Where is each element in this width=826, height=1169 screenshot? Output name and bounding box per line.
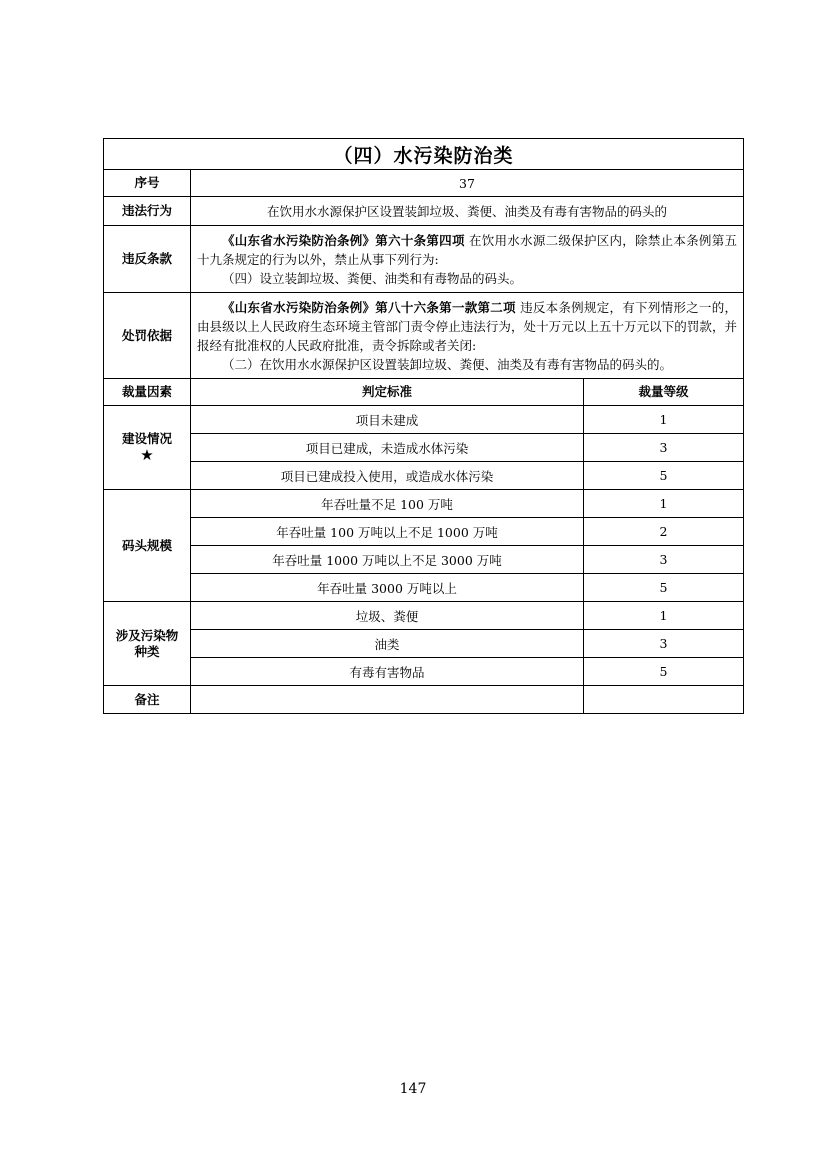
level-cell: 2 [584, 518, 744, 546]
factor-wharf-scale: 码头规模 [104, 490, 191, 602]
standard-cell: 垃圾、粪便 [191, 602, 584, 630]
standard-cell: 项目已建成，未造成水体污染 [191, 434, 584, 462]
page-number: 147 [399, 1081, 427, 1097]
level-cell: 5 [584, 658, 744, 686]
discretion-table [103, 138, 744, 714]
serial-label: 序号 [104, 170, 191, 197]
standard-cell: 项目已建成投入使用，或造成水体污染 [191, 462, 584, 490]
level-cell: 1 [584, 490, 744, 518]
violated-clause-item: （四）设立装卸垃圾、粪便、油类和有毒物品的码头。 [222, 270, 523, 286]
remark-level-cell [584, 686, 744, 714]
standard-cell: 油类 [191, 630, 584, 658]
factor-column-header: 裁量因素 [104, 379, 191, 406]
remark-label: 备注 [104, 686, 191, 714]
penalty-basis-title: 《山东省水污染防治条例》第八十六条第一款第二项 [222, 299, 516, 315]
standard-cell: 年吞吐量 100 万吨以上不足 1000 万吨 [191, 518, 584, 546]
level-cell: 5 [584, 462, 744, 490]
violation-text: 在饮用水水源保护区设置装卸垃圾、粪便、油类及有毒有害物品的码头的 [191, 197, 744, 226]
level-cell: 1 [584, 406, 744, 434]
penalty-basis-content [191, 293, 744, 379]
star-mark-icon: ★ [140, 446, 154, 464]
level-cell: 3 [584, 630, 744, 658]
violated-clause-content [191, 226, 744, 293]
violation-label: 违法行为 [104, 197, 191, 226]
standard-column-header: 判定标准 [191, 379, 584, 406]
standard-cell: 年吞吐量 1000 万吨以上不足 3000 万吨 [191, 546, 584, 574]
factor-construction [104, 406, 191, 490]
factor-pollutant-type: 涉及污染物种类 [104, 602, 191, 686]
standard-cell: 年吞吐量 3000 万吨以上 [191, 574, 584, 602]
penalty-basis-text: 违反本条例规定，有下列情形之一的，由县级以上人民政府生态环境主管部门责令停止违法行为，处十万元以上五十万元以下的罚款，并报经有批准权的人民政府批准，责令拆除或者关闭: [197, 299, 738, 353]
remark-standard-cell [191, 686, 584, 714]
violated-clause-title: 《山东省水污染防治条例》第六十条第四项 [222, 232, 465, 248]
violated-clause-label: 违反条款 [104, 226, 191, 293]
level-cell: 3 [584, 434, 744, 462]
section-title: （四）水污染防治类 [104, 139, 744, 170]
level-cell: 3 [584, 546, 744, 574]
level-column-header: 裁量等级 [584, 379, 744, 406]
penalty-basis-item: （二）在饮用水水源保护区设置装卸垃圾、粪便、油类及有毒有害物品的码头的。 [222, 356, 673, 372]
factor-construction-label: 建设情况 [121, 431, 172, 446]
standard-cell: 年吞吐量不足 100 万吨 [191, 490, 584, 518]
standard-cell: 有毒有害物品 [191, 658, 584, 686]
level-cell: 1 [584, 602, 744, 630]
level-cell: 5 [584, 574, 744, 602]
standard-cell: 项目未建成 [191, 406, 584, 434]
penalty-basis-label: 处罚依据 [104, 293, 191, 379]
serial-value: 37 [191, 170, 744, 197]
violated-clause-text: 在饮用水水源二级保护区内，除禁止本条例第五十九条规定的行为以外，禁止从事下列行为: [197, 232, 737, 267]
